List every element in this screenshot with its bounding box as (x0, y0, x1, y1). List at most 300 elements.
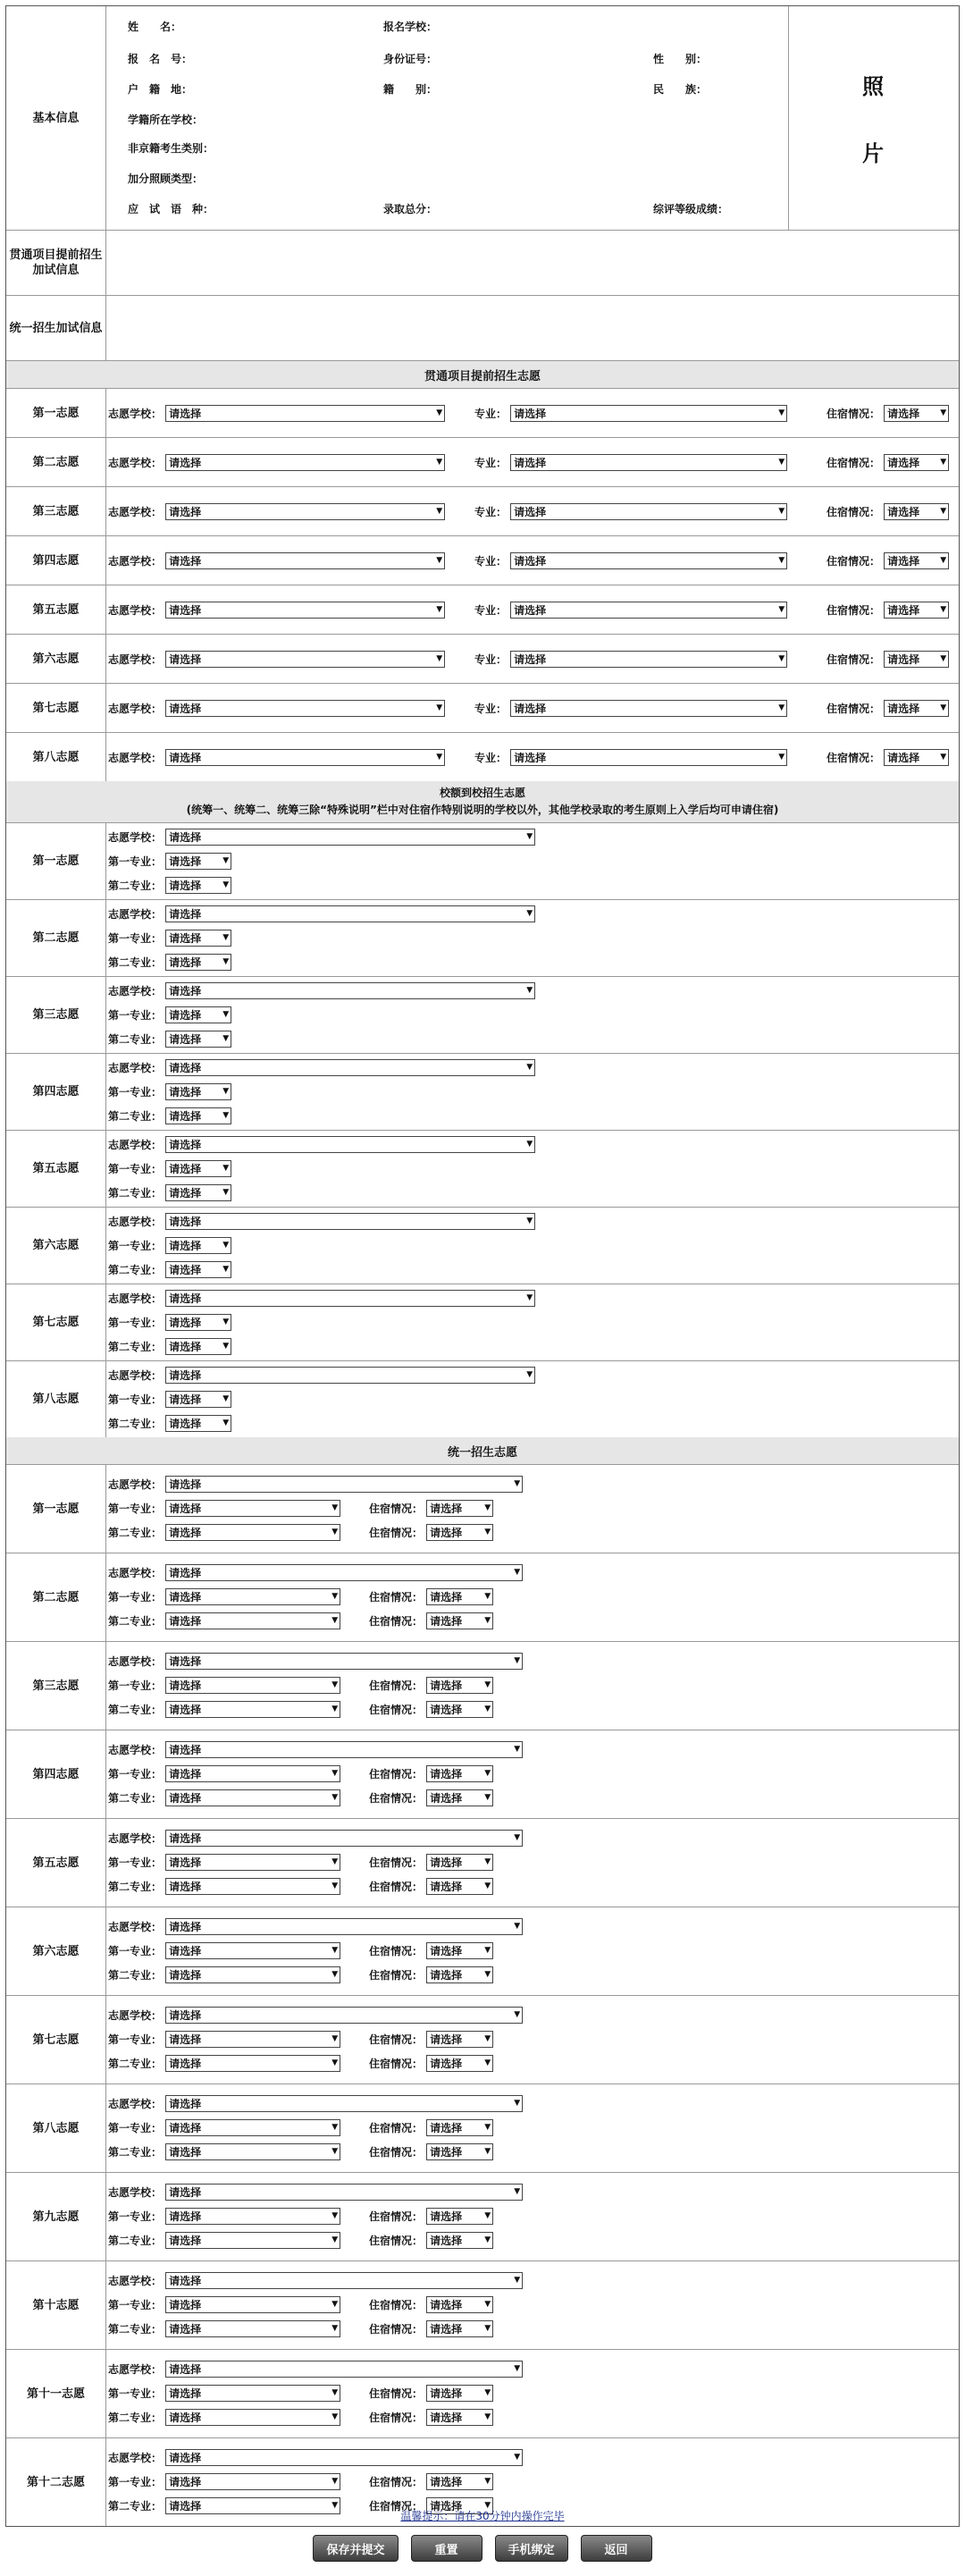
chevron-down-icon: ▼ (331, 2211, 339, 2220)
choice-content (106, 1642, 959, 1730)
school-select[interactable] (165, 651, 445, 668)
major1-select[interactable] (165, 1160, 231, 1177)
major2-select[interactable] (165, 1789, 340, 1806)
major-select-value: 请选择 (514, 751, 547, 764)
housing-select[interactable] (426, 1500, 493, 1517)
housing-select[interactable] (884, 700, 949, 717)
school-label: 志愿学校： (108, 1566, 163, 1579)
major1-select-value: 请选择 (169, 1502, 202, 1515)
choice-label: 第七志愿 (6, 684, 106, 732)
housing-select[interactable] (426, 1701, 493, 1718)
back-button[interactable]: 返回 (581, 2535, 652, 2562)
major1-select[interactable] (165, 1765, 340, 1782)
school-label: 志愿学校： (108, 1654, 163, 1668)
choice-content (106, 1907, 959, 1995)
eval-grade-field: 综评等级成绩： (653, 203, 729, 215)
housing-label: 住宿情况： (369, 2411, 424, 2424)
housing-select-value: 请选择 (887, 456, 920, 469)
chevron-down-icon: ▼ (778, 458, 785, 467)
choice-content (106, 1819, 959, 1907)
school-label: 志愿学校： (108, 907, 163, 921)
major-label: 专业： (474, 456, 508, 469)
major2-select[interactable] (165, 1184, 231, 1201)
choice-content (106, 635, 959, 683)
school-select-value: 请选择 (169, 1566, 202, 1579)
housing-select[interactable] (426, 1588, 493, 1605)
choice-label: 第十一志愿 (6, 2350, 106, 2437)
major2-label: 第二专业： (108, 1703, 163, 1716)
school-label: 志愿学校： (108, 751, 163, 764)
major1-select[interactable] (165, 2119, 340, 2136)
major2-select[interactable] (165, 1701, 340, 1718)
chevron-down-icon: ▼ (514, 2099, 521, 2108)
school-select[interactable] (165, 829, 535, 846)
school-label: 志愿学校： (108, 1061, 163, 1074)
major1-select[interactable] (165, 853, 231, 870)
housing-select[interactable] (426, 2232, 493, 2249)
choice-label: 第八志愿 (6, 1361, 106, 1437)
school-label: 志愿学校： (108, 603, 163, 617)
housing-select[interactable] (426, 2208, 493, 2225)
choice-label: 第一志愿 (6, 389, 106, 437)
major2-select[interactable] (165, 2055, 340, 2072)
housing-label: 住宿情况： (369, 2121, 424, 2134)
major1-select[interactable] (165, 1237, 231, 1254)
housing-select[interactable] (426, 1966, 493, 1983)
major2-select-value: 请选择 (169, 2499, 202, 2513)
housing-label: 住宿情况： (369, 2298, 424, 2311)
housing-select[interactable] (884, 552, 949, 569)
housing-select[interactable] (884, 602, 949, 619)
major2-select-value: 请选择 (169, 1263, 202, 1276)
major2-label: 第二专业： (108, 2145, 163, 2159)
major-select[interactable] (510, 552, 787, 569)
school-select[interactable] (165, 2007, 523, 2024)
school-select-value: 请选择 (169, 505, 202, 518)
housing-label: 住宿情况： (369, 1614, 424, 1628)
major2-select-value: 请选择 (169, 1417, 202, 1430)
major1-select[interactable] (165, 1391, 231, 1408)
major2-select-value: 请选择 (169, 1526, 202, 1539)
choice-content (106, 977, 959, 1053)
chevron-down-icon: ▼ (514, 2010, 521, 2019)
choice-content (106, 1996, 959, 2084)
school-label: 志愿学校： (108, 984, 163, 998)
choice-label: 第四志愿 (6, 1730, 106, 1818)
housing-select-value: 请选择 (430, 2322, 463, 2336)
section1-row (6, 585, 959, 635)
chevron-down-icon: ▼ (778, 507, 785, 516)
basic-info-content (106, 6, 959, 230)
major-select[interactable] (510, 454, 787, 471)
major2-select[interactable] (165, 2320, 340, 2337)
major2-select[interactable] (165, 877, 231, 894)
major1-select[interactable] (165, 2385, 340, 2402)
housing-select[interactable] (884, 749, 949, 766)
chevron-down-icon: ▼ (514, 2364, 521, 2373)
school-label: 志愿学校： (108, 2362, 163, 2376)
housing-select[interactable] (426, 2055, 493, 2072)
chevron-down-icon: ▼ (526, 1140, 533, 1149)
housing-label: 住宿情况： (827, 751, 881, 764)
major2-select[interactable] (165, 1261, 231, 1278)
major1-select-value: 请选择 (169, 1162, 202, 1175)
major1-select[interactable] (165, 1083, 231, 1100)
school-select-value: 请选择 (169, 2274, 202, 2287)
housing-select[interactable] (426, 2031, 493, 2048)
major2-label: 第二专业： (108, 1109, 163, 1123)
choice-label: 第十志愿 (6, 2261, 106, 2349)
housing-select[interactable] (884, 651, 949, 668)
school-select[interactable] (165, 2184, 523, 2201)
major-select[interactable] (510, 651, 787, 668)
housing-select[interactable] (426, 1524, 493, 1541)
housing-label: 住宿情况： (827, 456, 881, 469)
chevron-down-icon: ▼ (436, 458, 443, 467)
housing-select[interactable] (884, 454, 949, 471)
section3-row (6, 2084, 959, 2173)
major2-select-value: 请选择 (169, 1968, 202, 1982)
major1-label: 第一专业： (108, 1944, 163, 1957)
school-select[interactable] (165, 700, 445, 717)
housing-select-value: 请选择 (887, 751, 920, 764)
gender-field: 性 别： (653, 53, 708, 65)
major2-select-value: 请选择 (169, 1109, 202, 1123)
major1-select-value: 请选择 (169, 1316, 202, 1329)
housing-label: 住宿情况： (369, 1526, 424, 1539)
section2-rows (6, 823, 959, 1437)
unified-exam-info-row (6, 296, 959, 361)
major1-select[interactable] (165, 1942, 340, 1959)
school-select[interactable] (165, 1059, 535, 1076)
school-label: 志愿学校： (108, 652, 163, 666)
housing-label: 住宿情况： (827, 652, 881, 666)
chevron-down-icon: ▼ (222, 880, 230, 889)
chevron-down-icon: ▼ (484, 1592, 491, 1601)
school-label: 志愿学校： (108, 1368, 163, 1382)
major2-label: 第二专业： (108, 1417, 163, 1430)
chevron-down-icon: ▼ (514, 2276, 521, 2285)
major1-select[interactable] (165, 1854, 340, 1871)
major1-label: 第一专业： (108, 854, 163, 868)
major1-select[interactable] (165, 2296, 340, 2313)
choice-label: 第六志愿 (6, 635, 106, 683)
school-select[interactable] (165, 1136, 535, 1153)
major1-label: 第一专业： (108, 2298, 163, 2311)
school-label: 志愿学校： (108, 830, 163, 844)
chevron-down-icon: ▼ (436, 654, 443, 663)
choice-content (106, 2084, 959, 2172)
section3-row (6, 1642, 959, 1730)
major1-label: 第一专业： (108, 1502, 163, 1515)
chevron-down-icon: ▼ (940, 605, 947, 614)
major1-select-value: 请选择 (169, 1944, 202, 1957)
chevron-down-icon: ▼ (940, 507, 947, 516)
chevron-down-icon: ▼ (331, 2388, 339, 2397)
housing-select[interactable] (884, 503, 949, 520)
school-select-value: 请选择 (169, 1138, 202, 1151)
school-select[interactable] (165, 454, 445, 471)
choice-content (106, 2173, 959, 2260)
section2-row (6, 900, 959, 977)
chevron-down-icon: ▼ (331, 1616, 339, 1625)
school-select[interactable] (165, 1290, 535, 1307)
school-select[interactable] (165, 1830, 523, 1847)
school-select[interactable] (165, 2095, 523, 2112)
school-select-value: 请选择 (169, 751, 202, 764)
housing-select-value: 请选择 (430, 1502, 463, 1515)
major-label: 专业： (474, 751, 508, 764)
major1-select-value: 请选择 (169, 2387, 202, 2400)
major1-select[interactable] (165, 1588, 340, 1605)
major1-select-value: 请选择 (169, 2210, 202, 2223)
phone-bind-button[interactable]: 手机绑定 (495, 2535, 568, 2562)
major1-select[interactable] (165, 1006, 231, 1023)
chevron-down-icon: ▼ (331, 1680, 339, 1689)
major-select[interactable] (510, 700, 787, 717)
housing-select-value: 请选择 (430, 1880, 463, 1893)
chevron-down-icon: ▼ (526, 1370, 533, 1379)
chevron-down-icon: ▼ (778, 605, 785, 614)
chevron-down-icon: ▼ (484, 2058, 491, 2067)
housing-select-value: 请选择 (430, 1590, 463, 1604)
school-label: 志愿学校： (108, 1743, 163, 1756)
major1-select-value: 请选择 (169, 854, 202, 868)
chevron-down-icon: ▼ (484, 2211, 491, 2220)
housing-select[interactable] (426, 2143, 493, 2160)
chevron-down-icon: ▼ (484, 1946, 491, 1955)
section3-row (6, 2350, 959, 2438)
school-select[interactable] (165, 1741, 523, 1758)
chevron-down-icon: ▼ (484, 1881, 491, 1890)
housing-select-value: 请选择 (887, 652, 920, 666)
housing-select-value: 请选择 (430, 1968, 463, 1982)
nonbj-cat-field: 非京籍考生类别： (128, 142, 214, 155)
section1-row (6, 536, 959, 585)
housing-select-value: 请选择 (430, 2033, 463, 2046)
major2-select[interactable] (165, 2232, 340, 2249)
major2-select[interactable] (165, 2409, 340, 2426)
housing-select[interactable] (426, 2296, 493, 2313)
housing-select-value: 请选择 (430, 2234, 463, 2247)
major2-select[interactable] (165, 2143, 340, 2160)
chevron-down-icon: ▼ (331, 2034, 339, 2043)
major2-select[interactable] (165, 1107, 231, 1124)
choice-content (106, 2261, 959, 2349)
housing-select[interactable] (426, 1765, 493, 1782)
housing-label: 住宿情况： (369, 2145, 424, 2159)
school-select-value: 请选择 (169, 407, 202, 420)
photo-char-1: 照 (862, 74, 885, 99)
section1-row (6, 487, 959, 536)
housing-select[interactable] (426, 2385, 493, 2402)
school-select-value: 请选择 (169, 2008, 202, 2022)
major2-label: 第二专业： (108, 879, 163, 892)
housing-select[interactable] (426, 1677, 493, 1694)
school-select-value: 请选择 (169, 2185, 202, 2199)
major1-select[interactable] (165, 1314, 231, 1331)
housing-label: 住宿情况： (369, 2387, 424, 2400)
choice-content (106, 1054, 959, 1130)
unified-exam-info-content (106, 296, 959, 360)
housing-select-value: 请选择 (430, 2499, 463, 2513)
major1-select-value: 请选择 (169, 1679, 202, 1692)
section2-row (6, 1131, 959, 1208)
major1-select[interactable] (165, 1677, 340, 1694)
chevron-down-icon: ▼ (436, 556, 443, 565)
school-select[interactable] (165, 1367, 535, 1384)
chevron-down-icon: ▼ (484, 1970, 491, 1979)
school-select-value: 请选择 (169, 1920, 202, 1933)
housing-select-value: 请选择 (430, 2411, 463, 2424)
housing-select[interactable] (426, 1612, 493, 1629)
major1-select[interactable] (165, 2031, 340, 2048)
major2-select[interactable] (165, 1966, 340, 1983)
major2-select[interactable] (165, 1878, 340, 1895)
chevron-down-icon: ▼ (436, 753, 443, 762)
housing-select[interactable] (426, 2320, 493, 2337)
major2-select-value: 请选择 (169, 1032, 202, 1046)
section2-title: 校额到校招生志愿 (439, 787, 525, 799)
housing-select-value: 请选择 (887, 603, 920, 617)
chevron-down-icon: ▼ (778, 408, 785, 417)
housing-select-value: 请选择 (430, 2210, 463, 2223)
action-buttons (0, 2535, 965, 2562)
major1-select-value: 请选择 (169, 1767, 202, 1780)
housing-select[interactable] (426, 1789, 493, 1806)
major1-select[interactable] (165, 2208, 340, 2225)
major1-select-value: 请选择 (169, 1008, 202, 1022)
choice-content (106, 1131, 959, 1207)
school-select[interactable] (165, 982, 535, 999)
name-field: 姓 名： (128, 21, 182, 33)
chevron-down-icon: ▼ (222, 1317, 230, 1326)
school-select[interactable] (165, 749, 445, 766)
school-select[interactable] (165, 602, 445, 619)
school-select[interactable] (165, 1653, 523, 1670)
section3-row (6, 1819, 959, 1907)
school-select-value: 请选择 (169, 1215, 202, 1228)
choice-label: 第五志愿 (6, 585, 106, 634)
school-select[interactable] (165, 2449, 523, 2466)
housing-label: 住宿情况： (369, 2033, 424, 2046)
school-select[interactable] (165, 2361, 523, 2378)
chevron-down-icon: ▼ (222, 1188, 230, 1197)
choice-content (106, 585, 959, 634)
major2-select[interactable] (165, 1612, 340, 1629)
school-select[interactable] (165, 1564, 523, 1581)
chevron-down-icon: ▼ (484, 1857, 491, 1866)
housing-select[interactable] (426, 2119, 493, 2136)
housing-label: 住宿情况： (369, 2499, 424, 2513)
major-select[interactable] (510, 602, 787, 619)
major-select[interactable] (510, 405, 787, 422)
choice-content (106, 1465, 959, 1553)
housing-select[interactable] (426, 2473, 493, 2490)
school-select-value: 请选择 (169, 2097, 202, 2110)
chevron-down-icon: ▼ (484, 2147, 491, 2156)
school-select[interactable] (165, 905, 535, 922)
section1-rows (6, 389, 959, 781)
choice-label: 第七志愿 (6, 1284, 106, 1360)
school-select[interactable] (165, 2272, 523, 2289)
section3-row (6, 2173, 959, 2261)
housing-select-value: 请选择 (430, 1703, 463, 1716)
major1-select[interactable] (165, 930, 231, 947)
chevron-down-icon: ▼ (222, 957, 230, 966)
school-select[interactable] (165, 1213, 535, 1230)
housing-label: 住宿情况： (369, 2475, 424, 2488)
chevron-down-icon: ▼ (526, 1063, 533, 1072)
chevron-down-icon: ▼ (222, 1164, 230, 1173)
major1-label: 第一专业： (108, 1008, 163, 1022)
major2-select[interactable] (165, 1031, 231, 1048)
housing-select-value: 请选择 (430, 2057, 463, 2070)
major2-label: 第二专业： (108, 1186, 163, 1200)
major2-select[interactable] (165, 1524, 340, 1541)
major1-select[interactable] (165, 2473, 340, 2490)
school-select[interactable] (165, 1918, 523, 1935)
major2-select[interactable] (165, 1415, 231, 1432)
school-select[interactable] (165, 405, 445, 422)
chevron-down-icon: ▼ (526, 832, 533, 841)
school-select-value: 请选择 (169, 1477, 202, 1491)
major-label: 专业： (474, 702, 508, 715)
school-select[interactable] (165, 552, 445, 569)
major2-select-value: 请选择 (169, 1880, 202, 1893)
housing-select-value: 请选择 (887, 505, 920, 518)
choice-label: 第四志愿 (6, 1054, 106, 1130)
major2-label: 第二专业： (108, 2411, 163, 2424)
school-select-value: 请选择 (169, 652, 202, 666)
major-select[interactable] (510, 503, 787, 520)
major1-select[interactable] (165, 1500, 340, 1517)
housing-label: 住宿情况： (369, 1767, 424, 1780)
choice-content (106, 438, 959, 486)
housing-select[interactable] (426, 1854, 493, 1871)
major-select-value: 请选择 (514, 702, 547, 715)
major2-select[interactable] (165, 954, 231, 971)
housing-select-value: 请选择 (430, 1767, 463, 1780)
choice-content (106, 2350, 959, 2437)
school-select[interactable] (165, 1476, 523, 1493)
section1-row (6, 684, 959, 733)
school-select-value: 请选择 (169, 1743, 202, 1756)
housing-select[interactable] (426, 2409, 493, 2426)
save-submit-button[interactable]: 保存并提交 (313, 2535, 398, 2562)
major2-label: 第二专业： (108, 2234, 163, 2247)
major2-select[interactable] (165, 1338, 231, 1355)
major-label: 专业： (474, 505, 508, 518)
housing-select[interactable] (884, 405, 949, 422)
reset-button[interactable]: 重置 (411, 2535, 482, 2562)
chevron-down-icon: ▼ (940, 458, 947, 467)
school-label: 志愿学校： (108, 407, 163, 420)
major2-select-value: 请选择 (169, 1614, 202, 1628)
major-select[interactable] (510, 749, 787, 766)
section2-row (6, 1208, 959, 1284)
chevron-down-icon: ▼ (514, 1745, 521, 1754)
section3-header: 统一招生志愿 (6, 1437, 959, 1465)
chevron-down-icon: ▼ (331, 1528, 339, 1536)
school-select[interactable] (165, 503, 445, 520)
section3-row (6, 1465, 959, 1553)
housing-select[interactable] (426, 1878, 493, 1895)
section2-header (6, 781, 959, 823)
chevron-down-icon: ▼ (484, 1616, 491, 1625)
housing-select[interactable] (426, 1942, 493, 1959)
housing-label: 住宿情况： (369, 2322, 424, 2336)
